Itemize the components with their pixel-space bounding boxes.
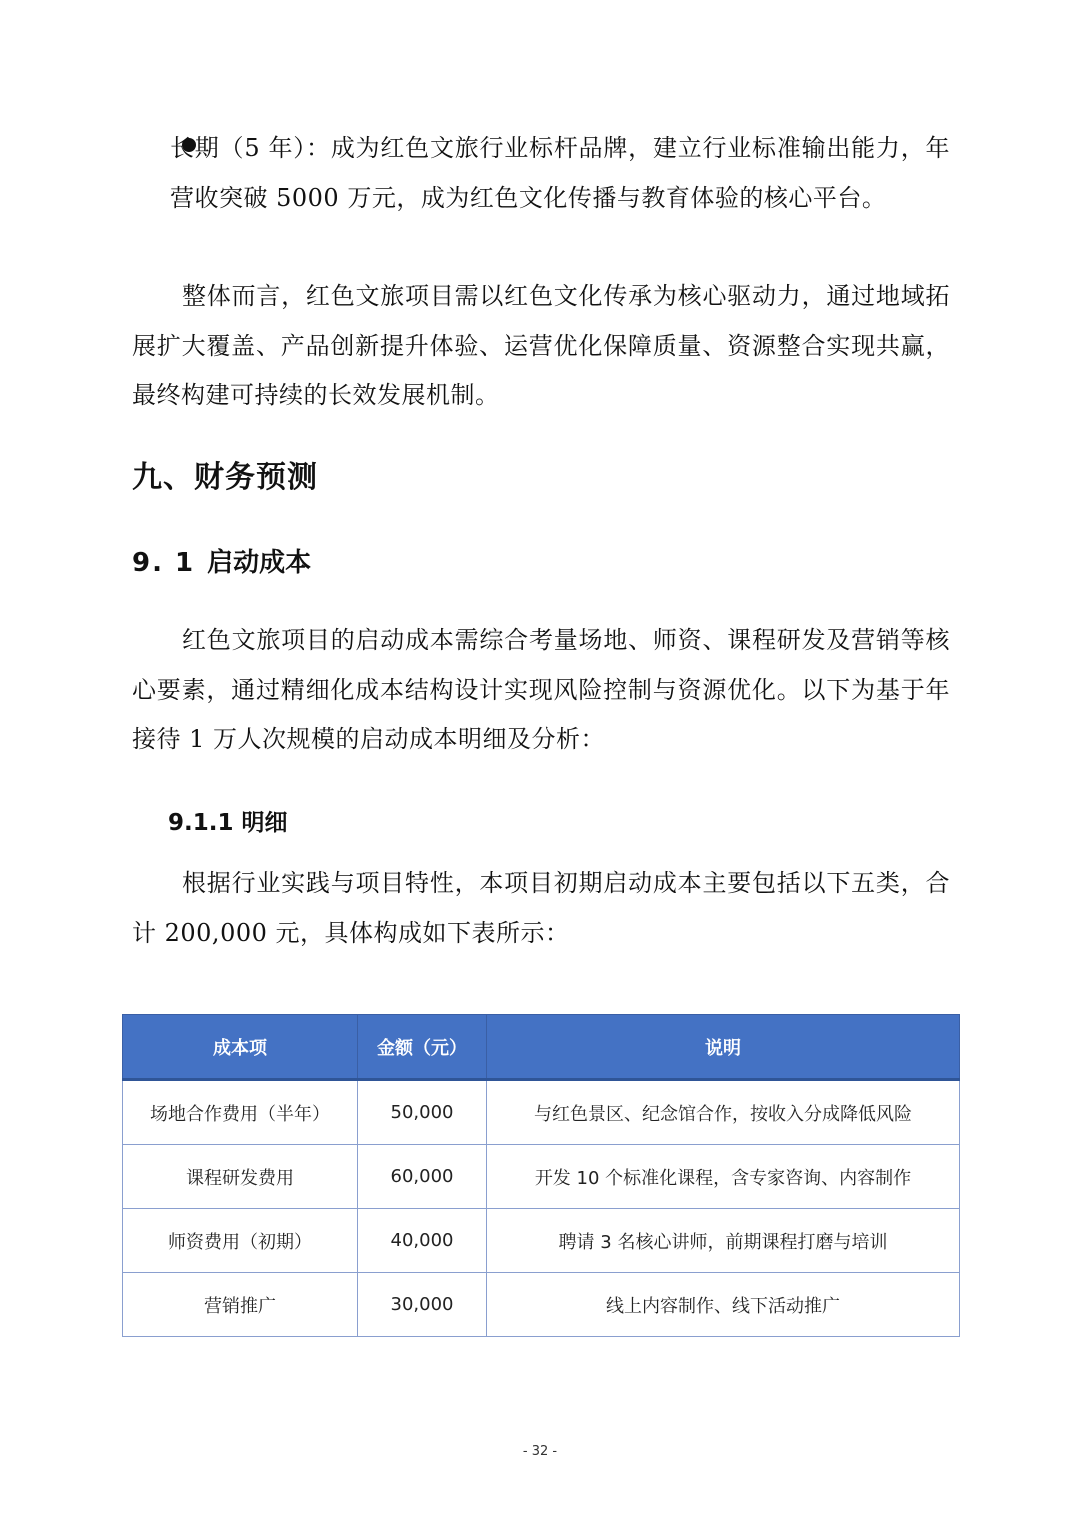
header-cost-item: 成本项: [123, 1015, 358, 1080]
cell-description: 开发 10 个标准化课程，含专家咨询、内容制作: [487, 1145, 960, 1209]
cell-amount: 40,000: [358, 1209, 487, 1273]
cell-amount: 30,000: [358, 1273, 487, 1337]
cell-cost-item: 师资费用（初期）: [123, 1209, 358, 1273]
bullet-paragraph: 长期（5 年）：成为红色文旅行业标杆品牌，建立行业标准输出能力，年营收突破 5000 万元，成为红色文化传播与教育体验的核心平台。: [170, 134, 950, 212]
subsection-title: 启动成本: [207, 548, 312, 578]
subsection-number: 9. 1: [132, 548, 196, 578]
table-row: [123, 1080, 960, 1145]
table-row: [123, 1145, 960, 1209]
cell-cost-item: 场地合作费用（半年）: [123, 1080, 358, 1145]
detail-paragraph: 根据行业实践与项目特性，本项目初期启动成本主要包括以下五类，合计 200,000 元，具体构成如下表所示：: [132, 869, 950, 947]
table-header-row: [123, 1015, 960, 1080]
subsection-heading: [132, 542, 311, 579]
cell-description: 线上内容制作、线下活动推广: [487, 1273, 960, 1337]
section-title: 九、财务预测: [132, 460, 318, 495]
cell-description: 聘请 3 名核心讲师，前期课程打磨与培训: [487, 1209, 960, 1273]
cell-cost-item: 课程研发费用: [123, 1145, 358, 1209]
intro-paragraph: 红色文旅项目的启动成本需综合考量场地、师资、课程研发及营销等核心要素，通过精细化成本结构设计实现风险控制与资源优化。以下为基于年接待 1 万人次规模的启动成本明细及分析：: [132, 626, 950, 753]
cell-amount: 50,000: [358, 1080, 487, 1145]
table-row: [123, 1273, 960, 1337]
subsubsection-title: 9.1.1 明细: [168, 810, 288, 836]
page-number: - 32 -: [522, 1444, 558, 1459]
summary-paragraph: 整体而言，红色文旅项目需以红色文化传承为核心驱动力，通过地域拓展扩大覆盖、产品创新提升体验、运营优化保障质量、资源整合实现共赢，最终构建可持续的长效发展机制。: [132, 282, 950, 409]
table-row: [123, 1209, 960, 1273]
cell-cost-item: 营销推广: [123, 1273, 358, 1337]
cell-amount: 60,000: [358, 1145, 487, 1209]
header-description: 说明: [487, 1015, 960, 1080]
cost-table: [122, 1014, 960, 1337]
header-amount: 金额（元）: [358, 1015, 487, 1080]
cell-description: 与红色景区、纪念馆合作，按收入分成降低风险: [487, 1080, 960, 1145]
